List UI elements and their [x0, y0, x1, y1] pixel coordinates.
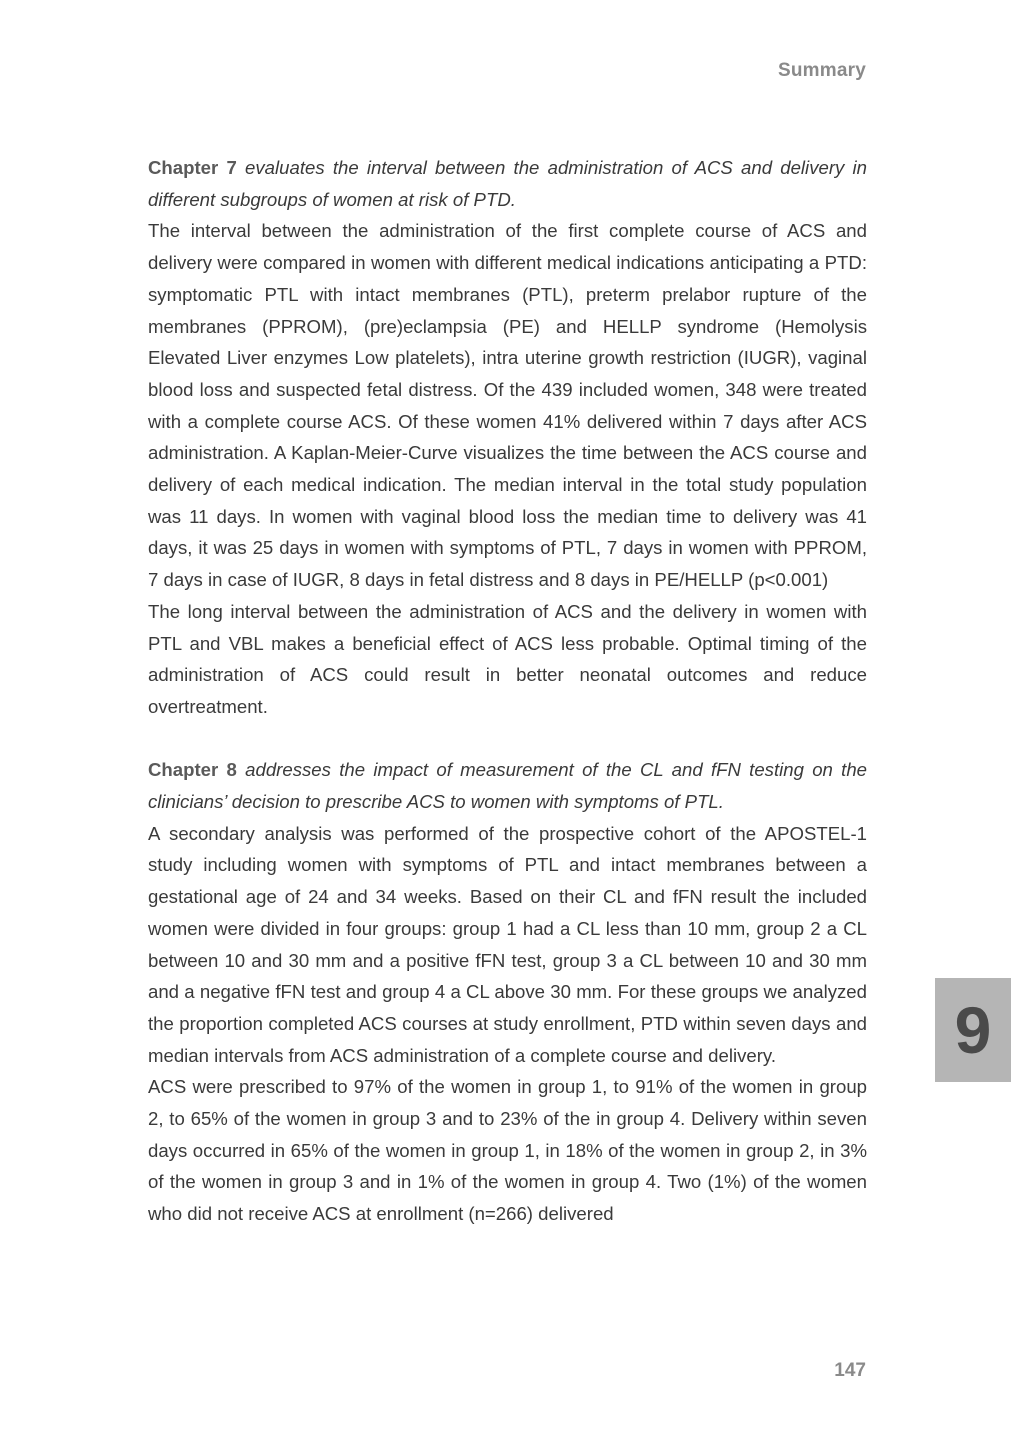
- section-gap: [148, 723, 867, 755]
- chapter-7-lead: evaluates the interval between the administration of ACS and delivery in different subgroups of women at risk of PTD.: [148, 157, 867, 210]
- chapter-8-title: Chapter 8: [148, 759, 237, 781]
- chapter-8-paragraph: A secondary analysis was performed of the prospective cohort of the APOSTEL-1 study including women with symptoms of PTL and intact membranes between a gestational age of 24 and 34 weeks. Based on their CL and fFN result the included women were divided in four groups: group 1 had a CL less than 10 mm, group 2 a CL between 10 and 30 mm and a positive fFN test, group 3 a CL between 10 and 30 mm and a negative fFN test and group 4 a CL above 30 mm. For these groups we analyzed the proportion completed ACS courses at study enrollment, PTD within seven days and median intervals from ACS administration of a complete course and delivery.: [148, 822, 867, 1066]
- chapter-8-intro: [148, 754, 867, 817]
- chapter-7-title: Chapter 7: [148, 157, 237, 178]
- chapter-7-intro: [148, 152, 867, 215]
- chapter-thumb-tab: [935, 978, 1011, 1082]
- running-header: Summary: [778, 60, 866, 81]
- chapter-7-paragraph: The long interval between the administration of ACS and the delivery in women with PTL and VBL makes a beneficial effect of ACS less probable. Optimal timing of the administration of ACS could result in better neonatal outcomes and reduce overtreatment.: [148, 600, 867, 717]
- page-number: 147: [834, 1360, 866, 1381]
- page-body: [148, 152, 867, 1230]
- chapter-tab-number: 9: [954, 993, 992, 1067]
- chapter-7-paragraph: The interval between the administration of the first complete course of ACS and delivery were compared in women with different medical indications anticipating a PTD: symptomatic PTL with intact membranes (PTL), preterm prelabor rupture of the membranes (PPROM), (pre)eclampsia (PE) and HELLP syndrome (Hemolysis Elevated Liver enzymes Low platelets), intra uterine growth restriction (IUGR), vaginal blood loss and suspected fetal distress. Of the 439 included women, 348 were treated with a complete course ACS. Of these women 41% delivered within 7 days after ACS administration. A Kaplan-Meier-Curve visualizes the time between the ACS course and delivery of each medical indication. The median interval in the total study population was 11 days. In women with vaginal blood loss the median time to delivery was 41 days, it was 25 days in women with symptoms of PTL, 7 days in women with PPROM, 7 days in case of IUGR, 8 days in fetal distress and 8 days in PE/HELLP (p<0.001): [148, 220, 867, 591]
- chapter-8-paragraph: ACS were prescribed to 97% of the women in group 1, to 91% of the women in group 2, to 65% of the women in group 3 and to 23% of the in group 4. Delivery within seven days occurred in 65% of the women in group 1, in 18% of the women in group 2, in 3% of the women in group 3 and in 1% of the women in group 4. Two (1%) of the women who did not receive ACS at enrollment (n=266) delivered: [148, 1076, 867, 1225]
- chapter-8-lead: addresses the impact of measurement of the CL and fFN testing on the clinicians’ decision to prescribe ACS to women with symptoms of PTL.: [148, 759, 868, 813]
